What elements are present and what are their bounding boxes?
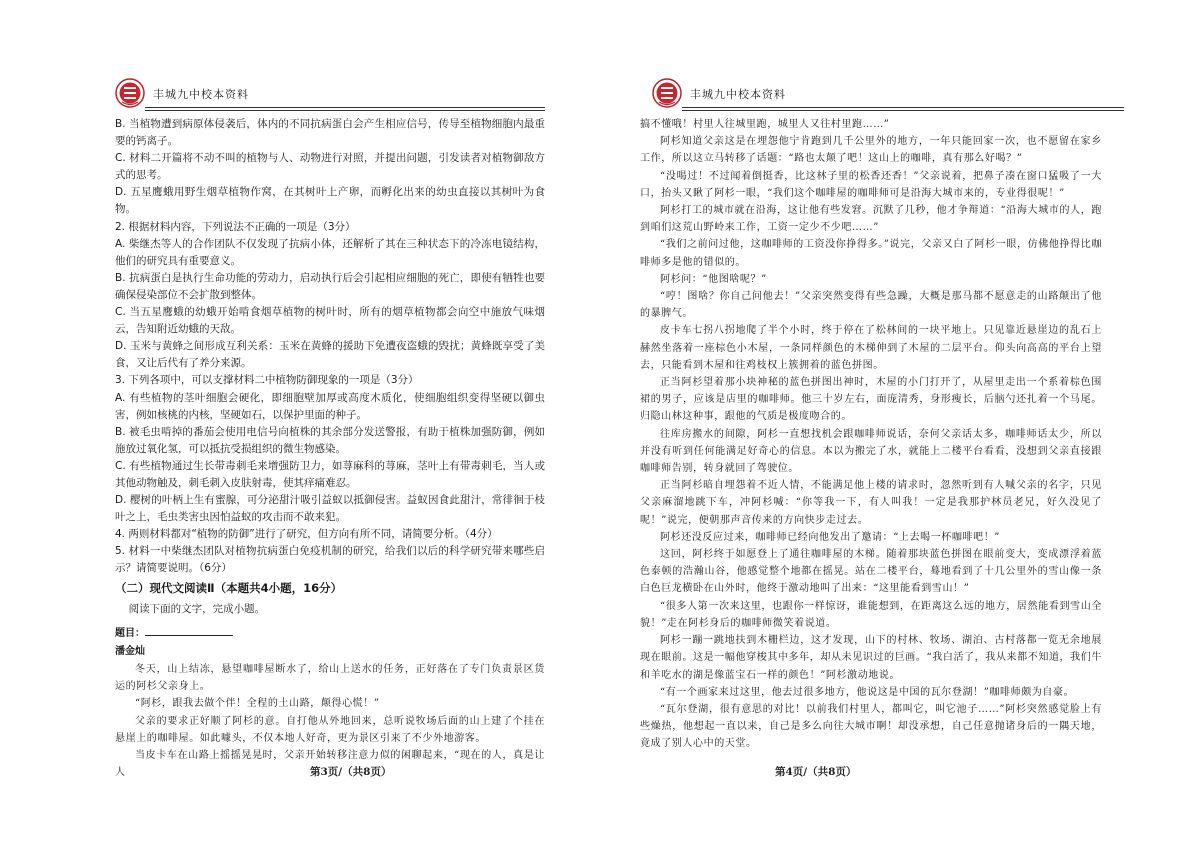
story-paragraph: 父亲的要求正好顺了阿杉的意。自打他从外地回来，总听说牧场后面的山上建了个挂在悬崖上的咖啡屋。如此噱头，不仅本地人好奇，更为景区引来了不少外地游客。 (115, 715, 545, 744)
option-paragraph: A. 柴继杰等人的合作团队不仅发现了抗病小体，还解析了其在三种状态下的冷冻电镜结构，他们的研究具有重要意义。 (115, 237, 545, 267)
option-paragraph: B. 被毛虫啃掉的番茄会使用电信号向植株的其余部分发送警报，有助于植株加强防御，例如施放过氧化氢，可以抵抗受损组织的微生物感染。 (115, 425, 545, 455)
story-author: 潘金灿 (115, 645, 145, 657)
story-paragraph: 阿杉一蹦一跳地扶到木栅栏边，这才发现，山下的村林、牧场、湖泊、古村落都一览无余地展现在眼前。这是一幅他穿梭其中多年，却从未见识过的巨画。“我白活了，我从来都不知道，我们牛和羊吃水的湖是像蓝宝石一样的颜色！”阿杉激动地说。 (640, 635, 1102, 681)
story-paragraph: “哼！图啥？你自己问他去！”父亲突然变得有些急躁，大概是那马都不愿意走的山路颠出了他的暴脾气。 (640, 291, 1102, 320)
section-title: （二）现代文阅读Ⅱ（本题共4小题，16分） (115, 580, 343, 595)
title-blank (145, 624, 233, 636)
story-paragraph: “没喝过！不过闻着倒挺香，比这林子里的松香还香！”父亲说着，把鼻子凑在窗口猛吸了一大口，抬头又瞅了阿杉一眼，“我们这个咖啡屋的咖啡师可是沿海大城市来的，专业得很呢！” (640, 170, 1102, 199)
story-paragraph: 阿杉知道父亲这是在埋怨他宁肯跑到几千公里外的地方，一年只能回家一次，也不愿留在家乡工作，所以这立马转移了话题：“路也太颠了吧！这山上的咖啡，真有那么好喝？” (640, 136, 1102, 165)
option-paragraph: C. 当五星鹰蛾的幼蛾开始啃食烟草植物的树叶时，所有的烟草植物都会向空中施放气味烟云，告知附近幼蛾的天敌。 (115, 306, 545, 336)
option-paragraph: D. 五星鹰蛾用野生烟草植物作窝，在其树叶上产卵，而孵化出来的幼虫直接以其树叶为食物。 (115, 186, 545, 216)
story-paragraph: 阿杉问：“他图啥呢？” (660, 273, 767, 285)
story-paragraph: “瓦尔登湖，很有意思的对比！以前我们村里人，都叫它，叫它池子……”阿杉突然感觉脸上有些燥热，他想起一直以来，自己是多么向往大城市啊！却没承想，自己任意抛诸身后的一隅天地，竟成了别人心中的天堂。 (640, 703, 1102, 750)
story-paragraph: 皮卡车七拐八拐地爬了半个小时，终于停在了松林间的一块平地上。只见靠近悬崖边的乱石上赫然坐落着一座棕色小木屋，一条同样颜色的木梯伸到了木屋的二层平台。仰头向高高的平台上望去，只能看到木屋和往鸡枝权上簇拥着的蓝色拼图。 (640, 325, 1102, 371)
story-title-label: 题目： (115, 627, 145, 639)
right-content (640, 116, 1102, 753)
school-logo-icon (652, 78, 682, 108)
question-stem: 3. 下列各项中，可以支撑材料二中植物防御现象的一项是（3分） (115, 374, 419, 387)
question-stem: 4. 两则材料都对“植物的防御”进行了研究，但方向有所不同，请简要分析。（4分） (115, 528, 498, 541)
left-content (115, 116, 545, 781)
story-paragraph: 正当阿杉望着那小块神秘的蓝色拼图出神时，木屋的小门打开了，从屋里走出一个系着棕色围裙的男子，应该是店里的咖啡师。他三十岁左右，面庞清秀，身形瘦长，后脑勺还扎着一个马尾。归隐山林这种事，跟他的气质是极度吻合的。 (640, 377, 1102, 423)
story-paragraph: “阿杉，跟我去做个伴！全程的土山路，颠得心慌！” (135, 698, 380, 710)
reading-instruction: 阅读下面的文字，完成小题。 (128, 602, 266, 615)
story-paragraph: 当皮卡车在山路上摇摇晃晃时，父亲开始转移注意力似的闲聊起来，“现在的人，真是让人 (115, 749, 545, 779)
option-paragraph: C. 材料二开篇将不动不叫的植物与人、动物进行对照，并提出问题，引发读者对植物御敌方式的思考。 (115, 152, 545, 182)
question-stem: 2. 根据材料内容，下列说法不正确的一项是（3分） (115, 220, 356, 233)
story-paragraph: 这回，阿杉终于如愿登上了通往咖啡屋的木梯。随着那块蓝色拼图在眼前变大，变成漂浮着蓝色泰顿的浩瀚山谷，他感觉整个地都在摇晃。站在二楼平台，蓦地看到了十几公里外的雪山像一条白色巨龙横卧在山外时，他终于激动地叫了出来：“这里能看到雪山！” (640, 549, 1102, 595)
story-paragraph: 搞不懂哦！村里人往城里跑，城里人又往村里跑……” (640, 119, 890, 130)
story-paragraph: 往库房搬水的间隙，阿杉一直想找机会跟咖啡师说话，奈何父亲话太多，咖啡师话太少，所以并没有听到任何能满足好奇心的信息。本以为搬完了水，就能上二楼平台看看，没想到父亲直接跟咖啡师告别，转身就回了驾驶位。 (640, 428, 1102, 475)
option-paragraph: C. 有些植物通过生长带毒刺毛来增强防卫力，如荨麻科的荨麻，茎叶上有带毒刺毛，当人或其他动物触及，刺毛刺入皮肤射毒，使其痒痛难忍。 (115, 459, 545, 489)
option-paragraph: B. 抗病蛋白是执行生命功能的劳动力，启动执行后会引起相应细胞的死亡，即使有牺牲也要确保侵染部位不会扩散到整体。 (115, 271, 545, 301)
story-title-line (115, 624, 545, 642)
story-paragraph: 正当阿杉暗自埋怨着不近人情，不能满足他上楼的请求时，忽然听到有人喊父亲的名字，只见父亲麻溜地跳下车，冲阿杉喊：“你等我一下，有人叫我！一定是我那护林员老兄，好久没见了呢！”说完，便朝那声音传来的方向快步走过去。 (640, 480, 1102, 526)
school-logo-icon (115, 78, 145, 108)
option-paragraph: D. 樱树的叶柄上生有蜜腺，可分泌甜汁吸引益蚁以抵御侵害。益蚁因食此甜汁，常徘徊于枝叶之上，毛虫类害虫因怕益蚁的攻击而不敢来犯。 (115, 494, 545, 524)
page-header (652, 78, 1124, 112)
option-paragraph: A. 有些植物的茎叶细胞会硬化，即细胞壁加厚或高度木质化，使细胞组织变得坚硬以御虫害，例如核桃的内核，坚硬如石，以保护里面的种子。 (115, 391, 545, 421)
header-rule-thin (145, 110, 545, 111)
header-title: 丰城九中校本资料 (690, 88, 786, 101)
right-page (600, 0, 1200, 849)
question-stem: 5. 材料一中柴继杰团队对植物抗病蛋白免疫机制的研究，给我们以后的科学研究带来哪些启示？请简要说明。（6分） (115, 545, 545, 575)
header-title: 丰城九中校本资料 (153, 88, 249, 101)
page-header (115, 78, 545, 112)
header-rule (682, 107, 1124, 108)
story-paragraph: 阿杉打工的城市就在沿海，这让他有些发窘。沉默了几秒，他才争辩道：“沿海大城市的人，跑到咱们这荒山野岭来工作，工资一定少不少吧……” (640, 205, 1102, 234)
option-paragraph: D. 玉米与黄蜂之间形成互利关系：玉米在黄蜂的援助下免遭夜盗蛾的毁扰；黄蜂既享受了美食，又让后代有了养分来源。 (115, 340, 545, 370)
story-paragraph: “很多人第一次来这里，也跟你一样惊讶，谁能想到，在距离这么远的地方，居然能看到雪山全貌！”走在阿杉身后的咖啡师微笑着说道。 (640, 600, 1102, 629)
header-rule (145, 107, 545, 108)
story-paragraph: 阿杉还没反应过来，咖啡师已经向他发出了邀请：“上去喝一杯咖啡吧！” (660, 531, 1001, 543)
header-rule-thin (682, 110, 1124, 111)
story-paragraph: “我们之前问过他，这咖啡师的工资没你挣得多。”说完，父亲又白了阿杉一眼，仿佛他挣得比咖啡师多是他的错似的。 (640, 239, 1102, 268)
option-paragraph: B. 当植物遭到病原体侵袭后，体内的不同抗病蛋白会产生相应信号，传导至植物细胞内最重要的钙离子。 (115, 118, 545, 148)
story-paragraph: 冬天，山上结冻，悬望咖啡屋断水了，给山上送水的任务，正好落在了专门负责景区货运的阿杉父亲身上。 (115, 663, 545, 693)
page-footer: 第4页/（共8页） (775, 766, 857, 778)
page-footer: 第3页/（共8页） (310, 766, 392, 778)
story-paragraph: “有一个画家来过这里，他去过很多地方，他说这是中国的瓦尔登湖！”咖啡师颇为自豪。 (660, 686, 1075, 698)
